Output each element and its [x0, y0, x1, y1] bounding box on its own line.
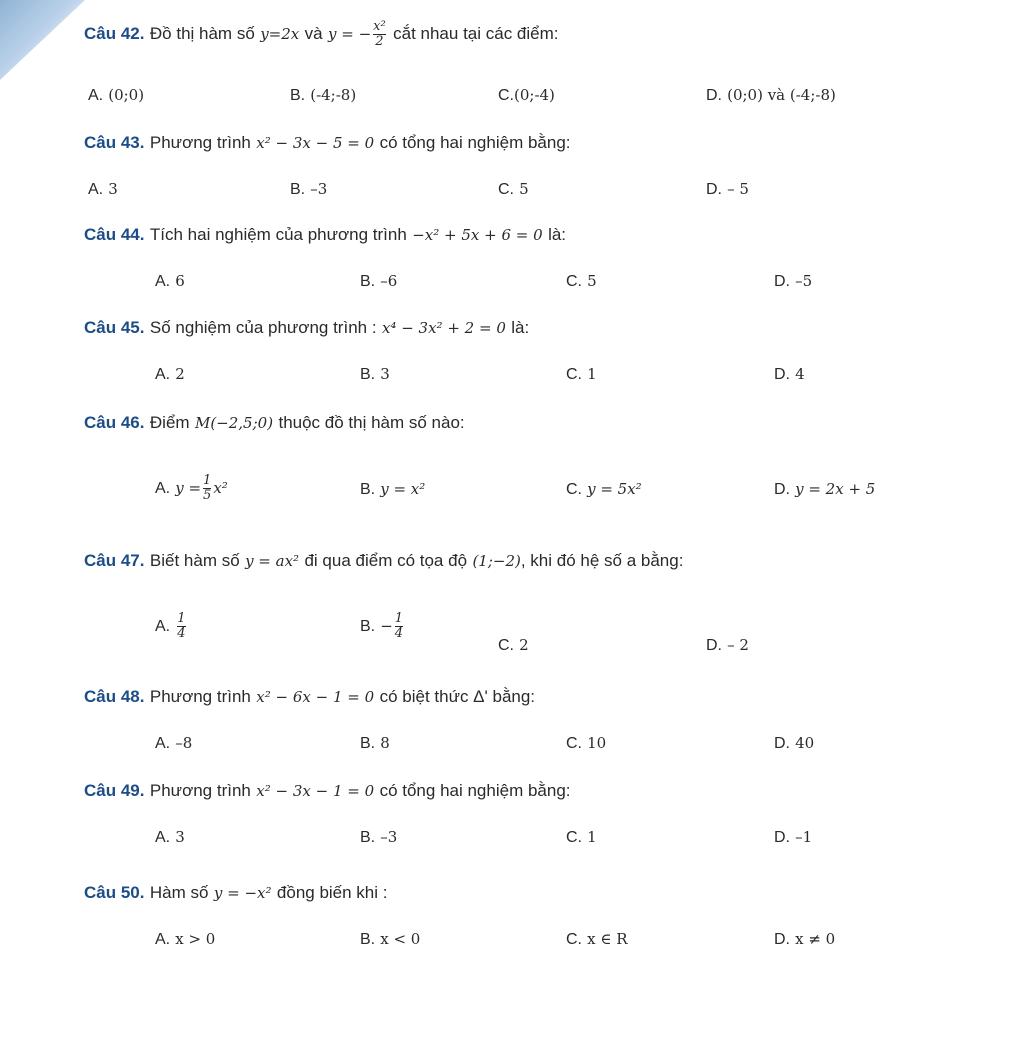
option-letter: D. — [774, 481, 790, 498]
option-value: 1 — [587, 828, 597, 846]
option-letter: A. — [88, 181, 104, 198]
math-expression: y = − — [328, 25, 372, 43]
option-c[interactable] — [566, 928, 628, 951]
option-value: x > 0 — [175, 930, 216, 948]
math-expression: M(−2,5;0) — [194, 414, 274, 432]
math-expression: y = −x² — [213, 884, 272, 902]
option-a[interactable] — [155, 826, 185, 849]
option-b[interactable] — [360, 732, 390, 755]
option-value: 40 — [795, 734, 815, 752]
option-value: y = 2x + 5 — [795, 480, 876, 498]
option-value: x ∈ R — [587, 930, 628, 948]
option-b[interactable] — [290, 178, 327, 201]
question-46 — [84, 412, 465, 434]
option-d[interactable] — [774, 270, 812, 293]
question-label: Câu 42. — [84, 24, 145, 43]
option-a[interactable] — [155, 363, 185, 386]
option-letter: C. — [498, 637, 514, 654]
question-44 — [84, 224, 566, 246]
question-47 — [84, 550, 683, 572]
option-d[interactable] — [774, 826, 812, 849]
question-49 — [84, 780, 571, 802]
option-a[interactable] — [88, 84, 144, 107]
question-text: là: — [511, 318, 530, 337]
question-text: Tích hai nghiệm của phương trình — [149, 225, 407, 244]
option-value: 8 — [380, 734, 390, 752]
math-expression: y=2x — [260, 25, 300, 43]
option-letter: B. — [360, 931, 376, 948]
option-letter: A. — [155, 618, 171, 635]
question-text: có tổng hai nghiệm bằng: — [379, 133, 571, 152]
question-48 — [84, 686, 535, 708]
option-b[interactable] — [360, 928, 420, 951]
option-letter: D. — [774, 829, 790, 846]
option-value: –1 — [795, 828, 813, 846]
option-value: y = 5x² — [587, 480, 642, 498]
question-text: là: — [548, 225, 567, 244]
option-value: − — [380, 617, 393, 635]
option-d[interactable] — [706, 178, 749, 201]
option-letter: C. — [566, 481, 582, 498]
math-expression: (1;−2) — [472, 552, 521, 570]
option-letter: A. — [155, 273, 171, 290]
option-c[interactable] — [566, 826, 597, 849]
option-letter: D. — [774, 366, 790, 383]
option-c[interactable] — [498, 84, 555, 107]
option-b[interactable] — [360, 478, 425, 501]
option-value: x < 0 — [380, 930, 421, 948]
option-letter: D. — [706, 637, 722, 654]
option-letter: D. — [706, 87, 722, 104]
question-text: Phương trình — [149, 133, 251, 152]
option-c[interactable] — [498, 634, 529, 657]
option-letter: B. — [360, 273, 376, 290]
math-expression: x⁴ − 3x² + 2 = 0 — [381, 319, 506, 337]
option-value: (0;0) — [108, 86, 145, 104]
math-expression: −x² + 5x + 6 = 0 — [412, 226, 543, 244]
option-d[interactable] — [774, 732, 814, 755]
option-letter: C. — [498, 181, 514, 198]
option-c[interactable] — [498, 178, 529, 201]
fraction-numerator: x² — [373, 19, 386, 34]
question-43 — [84, 132, 571, 154]
question-text: có tổng hai nghiệm bằng: — [379, 781, 571, 800]
option-d[interactable] — [774, 928, 835, 951]
option-b[interactable] — [360, 363, 390, 386]
question-label: Câu 47. — [84, 551, 145, 570]
option-a[interactable] — [155, 732, 192, 755]
question-text: cắt nhau tại các điểm: — [393, 24, 559, 43]
option-letter: D. — [706, 181, 722, 198]
option-c[interactable] — [566, 270, 597, 293]
option-value: 4 — [795, 365, 805, 383]
question-text: đi qua điểm có tọa độ — [304, 551, 468, 570]
option-b[interactable] — [290, 84, 356, 107]
question-42 — [84, 20, 559, 49]
question-text: Hàm số — [149, 883, 209, 902]
option-letter: A. — [155, 735, 171, 752]
fraction-denominator: 4 — [394, 626, 404, 641]
option-d[interactable] — [774, 478, 875, 501]
option-letter: C. — [566, 735, 582, 752]
option-letter: B. — [290, 181, 306, 198]
question-text: và — [304, 24, 323, 43]
option-a[interactable] — [155, 612, 188, 641]
option-value: 2 — [519, 636, 529, 654]
question-text: Phương trình — [149, 781, 251, 800]
option-value: – 2 — [727, 636, 749, 654]
option-value: 10 — [587, 734, 607, 752]
question-text: Số nghiệm của phương trình : — [149, 318, 377, 337]
option-letter: C. — [566, 273, 582, 290]
question-text: đồng biến khi : — [276, 883, 388, 902]
option-value: y = x² — [380, 480, 426, 498]
option-letter: A. — [88, 87, 104, 104]
option-c[interactable] — [566, 363, 597, 386]
fraction-denominator: 4 — [177, 626, 186, 641]
option-letter: A. — [155, 931, 171, 948]
option-letter: A. — [155, 366, 171, 383]
fraction-numerator: 1 — [203, 473, 212, 488]
option-letter: A. — [155, 480, 171, 497]
option-value: –3 — [310, 180, 328, 198]
option-d[interactable] — [774, 363, 805, 386]
option-value: 3 — [108, 180, 118, 198]
option-value: –3 — [380, 828, 398, 846]
option-value: 5 — [587, 272, 597, 290]
option-value: y = — [175, 479, 202, 497]
fraction — [373, 20, 386, 49]
option-value: 5 — [519, 180, 529, 198]
option-b[interactable] — [360, 612, 405, 641]
option-value: 1 — [587, 365, 597, 383]
fraction-denominator: 2 — [375, 34, 384, 49]
option-c[interactable] — [566, 732, 606, 755]
option-a[interactable] — [88, 178, 118, 201]
option-letter: D. — [774, 931, 790, 948]
question-text: Biết hàm số — [149, 551, 240, 570]
math-expression: y = ax² — [245, 552, 300, 570]
question-text: thuộc đồ thị hàm số nào: — [278, 413, 465, 432]
option-value: 3 — [175, 828, 185, 846]
option-value: (-4;-8) — [310, 86, 357, 104]
fraction-numerator: 1 — [394, 611, 404, 626]
math-expression: x² − 3x − 1 = 0 — [256, 782, 375, 800]
question-text: Phương trình — [149, 687, 251, 706]
option-letter: B. — [290, 87, 306, 104]
question-text: Đồ thị hàm số — [149, 24, 255, 43]
question-label: Câu 44. — [84, 225, 145, 244]
option-value: (0;0) và (-4;-8) — [727, 86, 836, 104]
fraction — [395, 612, 403, 641]
question-label: Câu 48. — [84, 687, 145, 706]
math-expression: x² − 3x − 5 = 0 — [256, 134, 375, 152]
option-letter: C. — [566, 366, 582, 383]
question-text: Điểm — [149, 413, 190, 432]
option-letter: B. — [360, 481, 376, 498]
option-letter: D. — [774, 735, 790, 752]
option-letter: D. — [774, 273, 790, 290]
option-value: –6 — [380, 272, 398, 290]
option-value: x ≠ 0 — [795, 930, 836, 948]
option-a[interactable] — [155, 928, 215, 951]
fraction — [203, 474, 211, 503]
fraction — [177, 612, 185, 641]
fraction-numerator: 1 — [177, 611, 186, 626]
fraction-denominator: 5 — [203, 488, 212, 503]
question-50 — [84, 882, 388, 904]
option-value: 2 — [175, 365, 185, 383]
question-label: Câu 49. — [84, 781, 145, 800]
option-value: 3 — [380, 365, 390, 383]
option-letter: B. — [360, 618, 376, 635]
option-letter: A. — [155, 829, 171, 846]
question-label: Câu 46. — [84, 413, 145, 432]
option-b[interactable] — [360, 826, 397, 849]
option-d[interactable] — [706, 634, 749, 657]
option-letter: C. — [566, 931, 582, 948]
question-text: , khi đó hệ số a bằng: — [520, 551, 684, 570]
option-b[interactable] — [360, 270, 397, 293]
option-c[interactable] — [566, 478, 642, 501]
question-label: Câu 50. — [84, 883, 145, 902]
option-letter: B. — [360, 366, 376, 383]
question-45 — [84, 317, 529, 339]
option-value: – 5 — [727, 180, 749, 198]
corner-decoration — [0, 0, 90, 80]
option-value: –8 — [175, 734, 193, 752]
option-value: x² — [213, 479, 228, 497]
math-expression: x² − 6x − 1 = 0 — [256, 688, 375, 706]
question-label: Câu 43. — [84, 133, 145, 152]
option-value: –5 — [795, 272, 813, 290]
question-text: có biệt thức Δ' bằng: — [379, 687, 536, 706]
option-a[interactable] — [155, 270, 185, 293]
option-letter: C. — [498, 87, 514, 104]
option-letter: B. — [360, 735, 376, 752]
option-value: (0;-4) — [514, 86, 555, 104]
question-label: Câu 45. — [84, 318, 145, 337]
option-letter: B. — [360, 829, 376, 846]
option-letter: C. — [566, 829, 582, 846]
option-a[interactable] — [155, 474, 228, 503]
option-d[interactable] — [706, 84, 836, 107]
option-value: 6 — [175, 272, 185, 290]
